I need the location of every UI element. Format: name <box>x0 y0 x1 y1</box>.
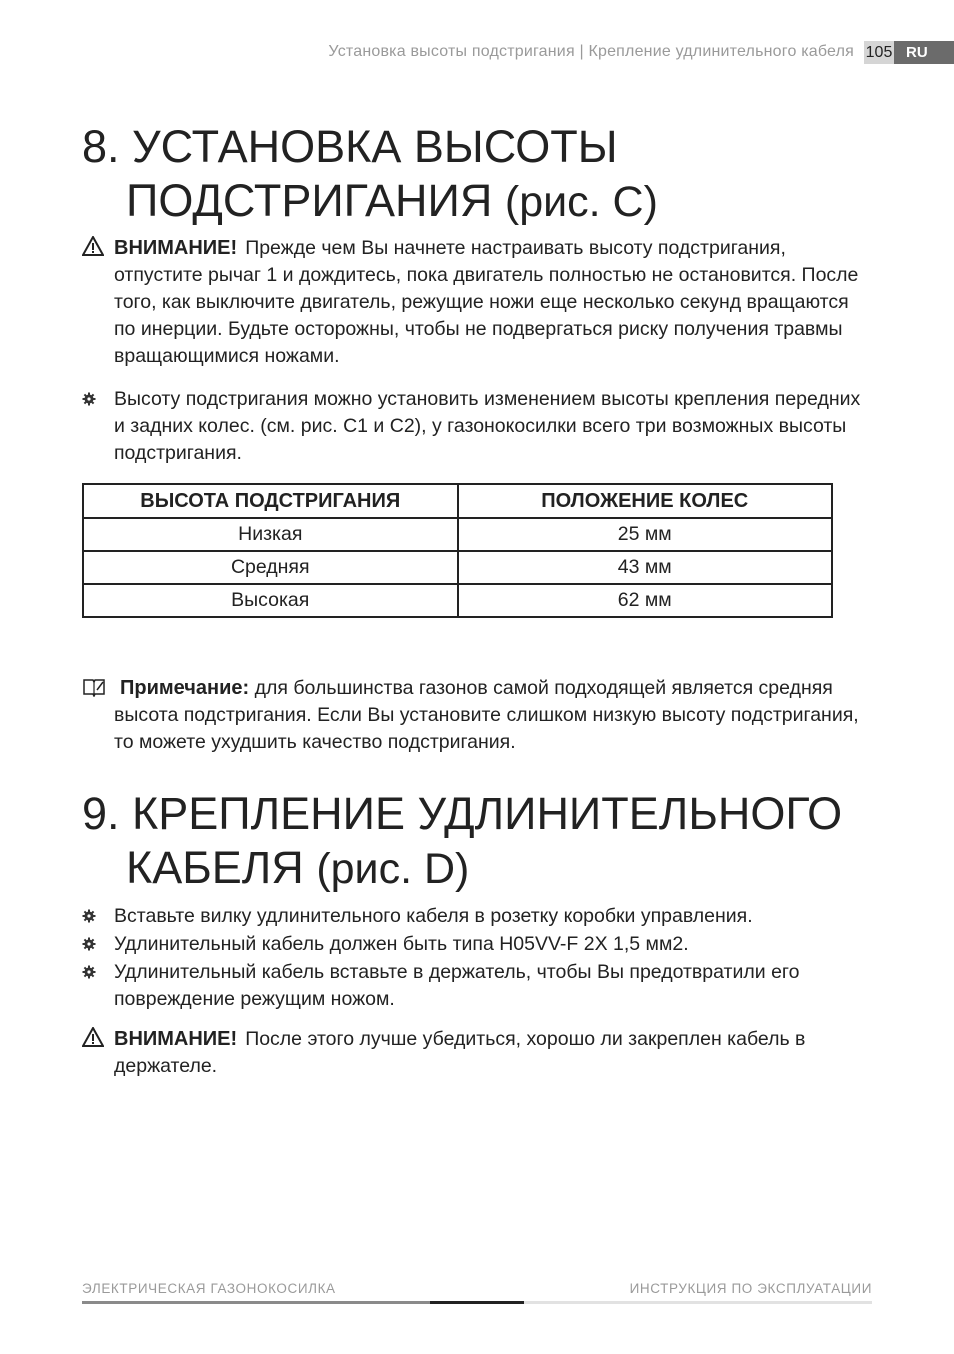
table-header-cell: ПОЛОЖЕНИЕ КОЛЕС <box>458 484 833 518</box>
note-text: для большинства газонов самой подходящей является средняя высота подстригания. Если Вы установите слишком низкую высоту подстригания, то можете ухудшить качество подстригания. <box>114 677 859 753</box>
section-9-bullet <box>82 931 862 958</box>
table-cell: Высокая <box>83 584 458 617</box>
footer-product-name: ЭЛЕКТРИЧЕСКАЯ ГАЗОНОКОСИЛКА <box>82 1281 336 1296</box>
section-8-title <box>82 120 658 229</box>
gear-bullet-icon <box>82 937 96 951</box>
section-8-bullet <box>82 386 862 467</box>
table-header-cell: ВЫСОТА ПОДСТРИГАНИЯ <box>83 484 458 518</box>
note-label: Примечание: <box>120 677 250 699</box>
page-number: 105 <box>864 41 894 64</box>
section-9-bullet <box>82 959 862 1013</box>
warning-label: ВНИМАНИЕ! <box>114 1028 238 1050</box>
warning-text: После этого лучше убедиться, хорошо ли закреплен кабель в держателе. <box>114 1028 806 1077</box>
bullet-text: Вставьте вилку удлинительного кабеля в розетку коробки управления. <box>114 905 753 927</box>
section-9-title-line2: КАБЕЛЯ <box>126 842 317 893</box>
warning-text: Прежде чем Вы начнете настраивать высоту подстригания, отпустите рычаг 1 и дождитесь, пока двигатель полностью не остановится. После того, как выключите двигатель, режущие ножи еще несколько секунд вращаются по инерции. Будьте осторожны, чтобы не подвергаться риску получения травмы вращающимися ножами. <box>114 237 859 367</box>
bullet-text: Удлинительный кабель вставьте в держатель, чтобы Вы предотвратили его повреждение режущим ножом. <box>114 961 800 1010</box>
language-badge: RU <box>894 41 954 64</box>
table-cell: 25 мм <box>458 518 833 551</box>
warning-label: ВНИМАНИЕ! <box>114 237 238 259</box>
gear-bullet-icon <box>82 392 96 406</box>
table-row <box>83 584 832 617</box>
cutting-height-table <box>82 483 833 618</box>
warning-triangle-icon <box>82 1027 104 1047</box>
table-cell: Средняя <box>83 551 458 584</box>
footer-bar-active-segment <box>430 1301 524 1304</box>
section-9-title-line1: 9. КРЕПЛЕНИЕ УДЛИНИТЕЛЬНОГО <box>82 788 843 839</box>
section-8-title-line1: 8. УСТАНОВКА ВЫСОТЫ <box>82 121 618 172</box>
section-8-warning <box>82 235 862 370</box>
section-9-title <box>82 787 842 896</box>
table-header-row <box>83 484 832 518</box>
table-row <box>83 518 832 551</box>
footer-bar-segment <box>524 1301 872 1304</box>
footer-document-type: ИНСТРУКЦИЯ ПО ЭКСПЛУАТАЦИИ <box>629 1281 872 1296</box>
section-8-note <box>82 675 862 756</box>
gear-bullet-icon <box>82 909 96 923</box>
warning-triangle-icon <box>82 236 104 256</box>
table-cell: 62 мм <box>458 584 833 617</box>
footer-bar-segment <box>82 1301 430 1304</box>
bullet-text: Удлинительный кабель должен быть типа H05VV-F 2X 1,5 мм2. <box>114 933 689 955</box>
section-9-warning <box>82 1026 862 1080</box>
table-cell: Низкая <box>83 518 458 551</box>
section-9-bullet <box>82 903 862 930</box>
section-8-figure-ref: (рис. С) <box>504 178 658 226</box>
section-8-title-line2: ПОДСТРИГАНИЯ <box>126 175 505 226</box>
bullet-text: Высоту подстригания можно установить изменением высоты крепления передних и задних колес. (см. рис. С1 и С2), у газонокосилки всего три возможных высоты подстригания. <box>114 388 861 464</box>
table-cell: 43 мм <box>458 551 833 584</box>
note-book-icon <box>82 677 106 697</box>
section-9-figure-ref: (рис. D) <box>316 845 470 893</box>
running-header: Установка высоты подстригания | Крепление удлинительного кабеля <box>328 43 854 60</box>
gear-bullet-icon <box>82 965 96 979</box>
table-row <box>83 551 832 584</box>
